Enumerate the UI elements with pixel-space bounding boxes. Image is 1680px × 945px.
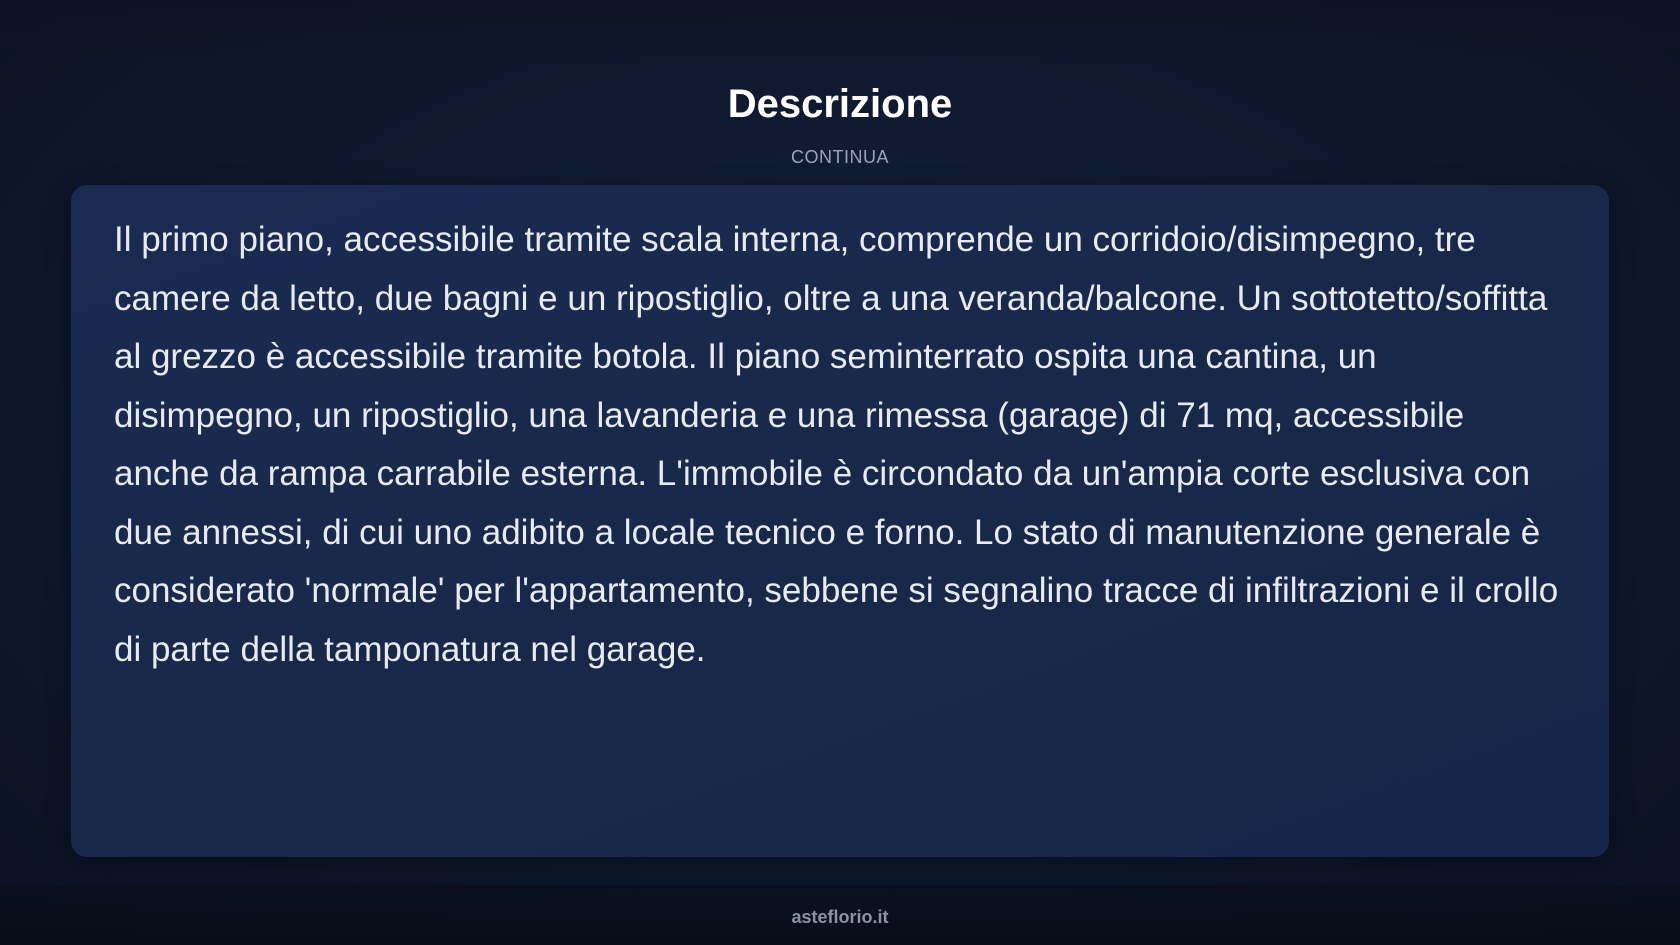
description-card <box>71 185 1609 857</box>
description-text: Il primo piano, accessibile tramite scala interna, comprende un corridoio/disimpegno, tre camere da letto, due bagni e un ripostiglio, oltre a una veranda/balcone. Un sottotetto/soffitta al grezzo è accessibile tramite botola. Il piano seminterrato ospita una cantina, un disimpegno, un ripostiglio, una lavanderia e una rimessa (garage) di 71 mq, accessibile anche da rampa carrabile esterna. L'immobile è circondato da un'ampia corte esclusiva con due annessi, di cui uno adibito a locale tecnico e forno. Lo stato di manutenzione generale è considerato 'normale' per l'appartamento, sebbene si segnalino tracce di infiltrazioni e il crollo di parte della tamponatura nel garage. <box>114 220 1559 669</box>
top-band <box>0 0 1680 64</box>
page-title: Descrizione <box>727 82 953 126</box>
continue-label: CONTINUA <box>791 147 889 167</box>
footer-site-name: asteflorio.it <box>791 907 889 927</box>
